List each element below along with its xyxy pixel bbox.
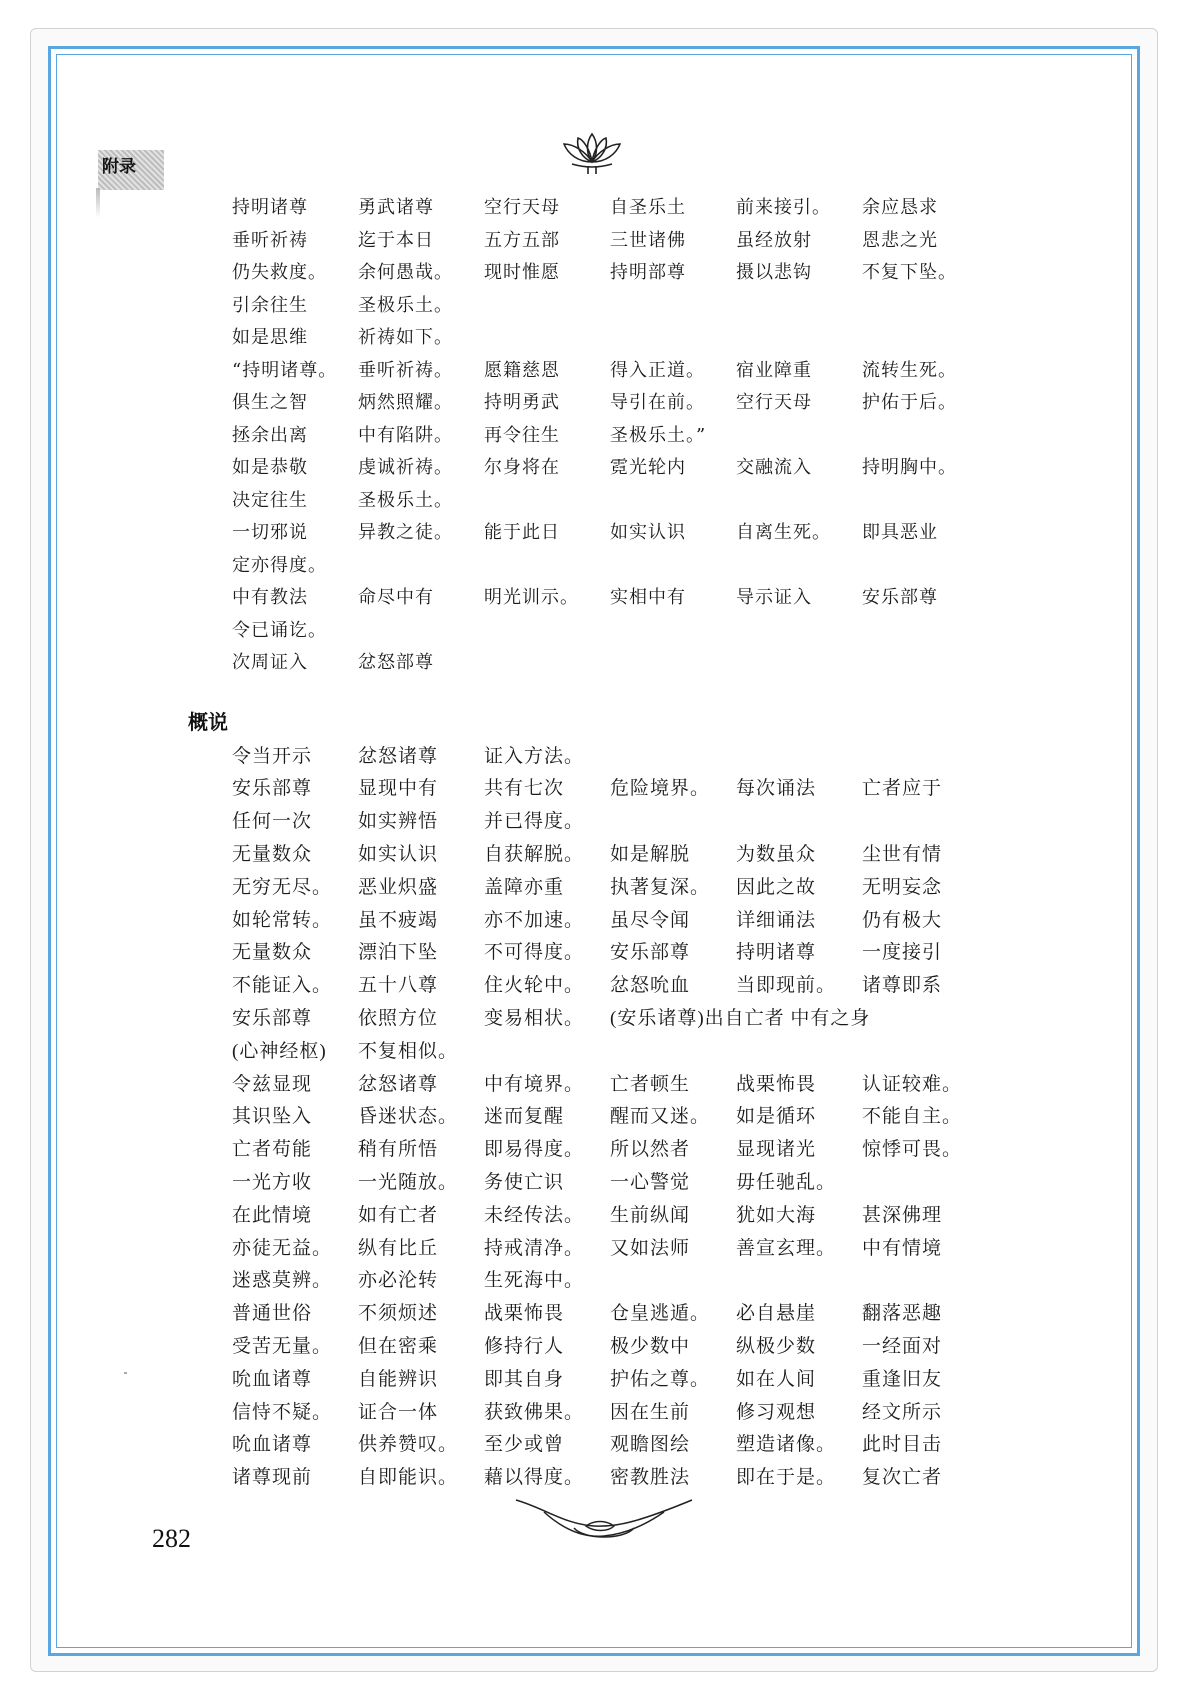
verse-phrase: 实相中有 [610,587,686,608]
verse-phrase: 安乐部尊 [610,942,691,964]
verse-line [232,1166,862,1194]
verse-phrase: 持明勇武 [484,392,560,413]
verse-phrase: 决定往生 [232,489,308,511]
verse-phrase: 五方五部 [484,229,560,251]
verse-phrase: 受苦无量。 [232,1335,333,1357]
verse-phrase: 虽不疲竭 [358,909,439,931]
verse-phrase: 引余往生 [232,294,308,316]
verse-phrase: 垂听祈祷。 [358,359,453,381]
verse-phrase: 亡者应于 [862,778,943,800]
verse-phrase: 自获解脱。 [484,843,585,865]
verse-phrase: 当即现前。 [736,975,837,997]
verse-phrase: 能于此日 [484,522,560,543]
verse-phrase: (安乐诸尊)出自亡者 中有之身 [610,1007,871,1029]
verse-phrase: 亡者顿生 [610,1073,691,1095]
verse-phrase: 亦徒无益。 [232,1237,333,1259]
verse-phrase: 毋任驰乱。 [736,1171,837,1193]
verse-phrase: 得入正道。 [610,359,705,381]
verse-phrase: 执著复深。 [610,876,711,898]
verse-phrase: 勇武诸尊 [358,197,434,218]
verse-phrase: 安乐部尊 [232,1007,313,1029]
verse-phrase: 如是思维 [232,327,308,348]
verse-line [232,485,484,513]
verse-phrase: (心神经枢) [232,1040,327,1062]
verse-phrase: 圣极乐土。” [610,424,707,446]
verse-phrase: 俱生之智 [232,392,308,413]
verse-phrase: 如是循环 [736,1106,817,1128]
verse-line [232,773,988,801]
verse-phrase: 忿怒吮血 [610,975,691,997]
verse-phrase: 稍有所悟 [358,1139,439,1161]
verse-phrase: 漂泊下坠 [358,942,439,964]
verse-phrase: 必自悬崖 [736,1303,817,1325]
verse-phrase: 拯余出离 [232,424,308,446]
verse-phrase: 令兹显现 [232,1073,313,1095]
verse-phrase: 无明妄念 [862,876,943,898]
verse-phrase: 余应恳求 [862,197,938,218]
verse-line [232,806,610,834]
verse-phrase: 纵极少数 [736,1335,817,1357]
verse-phrase: 三世诸佛 [610,229,686,251]
verse-phrase: 此时目击 [862,1434,943,1456]
verse-phrase: 持戒清净。 [484,1237,585,1259]
verse-phrase: 不须烦述 [358,1303,439,1325]
verse-phrase: 令当开示 [232,745,313,767]
verse-line [232,355,988,383]
verse-phrase: 如有亡者 [358,1204,439,1226]
verse-phrase: 异教之徒。 [358,522,453,543]
verse-phrase: 如是恭敬 [232,457,308,478]
verse-phrase: 导引在前。 [610,392,705,413]
verse-phrase: 无穷无尽。 [232,876,333,898]
verse-phrase: 吮血诸尊 [232,1434,313,1456]
verse-phrase: 即在于是。 [736,1467,837,1489]
verse-phrase: 不能证入。 [232,975,333,997]
verse-phrase: 为数虽众 [736,843,817,865]
verse-phrase: 如实认识 [358,843,439,865]
verse-phrase: 仓皇逃遁。 [610,1303,711,1325]
verse-line [232,1035,484,1063]
overview-heading: 概说 [188,710,228,734]
verse-phrase: 所以然者 [610,1139,691,1161]
verse-phrase: 修习观想 [736,1401,817,1423]
verse-phrase: 并已得度。 [484,811,585,833]
verse-phrase: 炳然照耀。 [358,392,453,413]
verse-phrase: 不可得度。 [484,942,585,964]
verse-line [232,1462,988,1490]
verse-phrase: 护佑于后。 [862,392,957,413]
verse-phrase: 亡者苟能 [232,1139,313,1161]
verse-phrase: 诸尊现前 [232,1467,313,1489]
verse-phrase: 甚深佛理 [862,1204,943,1226]
verse-phrase: 无量数众 [232,843,313,865]
verse-line [232,1298,988,1326]
verse-phrase: 自离生死。 [736,522,831,543]
verse-phrase: 一经面对 [862,1335,943,1357]
verse-phrase: 祈祷如下。 [358,327,453,348]
verse-phrase: 又如法师 [610,1237,691,1259]
verse-phrase: 命尽中有 [358,587,434,608]
verse-phrase: 尔身将在 [484,457,560,478]
verse-phrase: 交融流入 [736,457,812,478]
verse-phrase: 在此情境 [232,1204,313,1226]
verse-phrase: 恩悲之光 [862,229,938,251]
tab-shadow [96,188,100,218]
verse-line [232,550,358,578]
verse-phrase: 吮血诸尊 [232,1368,313,1390]
verse-line [232,582,988,610]
verse-phrase: 每次诵法 [736,778,817,800]
verse-line [232,192,988,220]
verse-phrase: 战栗怖畏 [736,1073,817,1095]
verse-phrase: 醒而又迷。 [610,1106,711,1128]
verse-line [232,1363,988,1391]
verse-line [232,1265,610,1293]
verse-phrase: 复次亡者 [862,1467,943,1489]
verse-phrase: 五十八尊 [358,975,439,997]
verse-phrase: 即其自身 [484,1368,565,1390]
verse-line [232,937,988,965]
verse-phrase: “持明诸尊。 [232,359,338,381]
verse-phrase: 令已诵讫。 [232,619,327,641]
verse-phrase: 迄于本日 [358,229,434,251]
verse-phrase: 不能自主。 [862,1106,963,1128]
verse-phrase: 虽经放射 [736,229,812,251]
verse-phrase: 获致佛果。 [484,1401,585,1423]
verse-phrase: 一切邪说 [232,522,308,543]
verse-phrase: 证入方法。 [484,745,585,767]
verse-phrase: 仍失救度。 [232,262,327,283]
verse-phrase: 纵有比丘 [358,1237,439,1259]
verse-phrase: 无量数众 [232,942,313,964]
verse-phrase: 显现中有 [358,778,439,800]
verse-line [232,871,988,899]
verse-phrase: 垂听祈祷 [232,229,308,251]
verse-phrase: 忿怒诸尊 [358,1073,439,1095]
verse-phrase: 自能辨识 [358,1368,439,1390]
verse-phrase: 如是解脱 [610,843,691,865]
verse-phrase: 如轮常转。 [232,909,333,931]
verse-phrase: 变易相状。 [484,1007,585,1029]
verse-phrase: 前来接引。 [736,197,831,218]
verse-line [232,420,736,448]
verse-phrase: 不复相似。 [358,1040,459,1062]
verse-phrase: 一心警觉 [610,1171,691,1193]
verse-phrase: 如实辨悟 [358,811,439,833]
verse-phrase: 重逢旧友 [862,1368,943,1390]
verse-phrase: 犹如大海 [736,1204,817,1226]
verse-phrase: 供养赞叹。 [358,1434,459,1456]
verse-phrase: 导示证入 [736,587,812,608]
verse-phrase: 如在人间 [736,1368,817,1390]
section-tab: 附录 [98,150,164,190]
verse-phrase: 仍有极大 [862,909,943,931]
verse-phrase: 密教胜法 [610,1467,691,1489]
verse-line [232,740,610,768]
verse-phrase: 宿业障重 [736,359,812,381]
verse-phrase: 现时惟愿 [484,262,560,283]
verse-phrase: 持明诸尊 [232,197,308,218]
verse-phrase: 流转生死。 [862,359,957,381]
verse-phrase: 虽尽令闻 [610,909,691,931]
verse-line [232,452,988,480]
verse-phrase: 不复下坠。 [862,262,957,283]
verse-phrase: 战栗怖畏 [484,1303,565,1325]
verse-phrase: 空行天母 [484,197,560,218]
verse-phrase: 迷惑莫辨。 [232,1270,333,1292]
verse-phrase: 摄以悲钩 [736,262,812,283]
verse-phrase: 至少或曾 [484,1434,565,1456]
verse-phrase: 任何一次 [232,811,313,833]
verse-line [232,970,988,998]
verse-line [232,1429,988,1457]
verse-line [232,904,988,932]
verse-line [232,1330,988,1358]
verse-phrase: 修持行人 [484,1335,565,1357]
verse-phrase: 因在生前 [610,1401,691,1423]
verse-phrase: 明光训示。 [484,587,579,608]
verse-phrase: 忿怒部尊 [358,652,434,673]
verse-line [232,838,988,866]
verse-phrase: 塑造诸像。 [736,1434,837,1456]
verse-phrase: 详细诵法 [736,909,817,931]
verse-line [232,1396,988,1424]
verse-phrase: 中有情境 [862,1237,943,1259]
verse-phrase: 信恃不疑。 [232,1401,333,1423]
verse-phrase: 善宣玄理。 [736,1237,837,1259]
verse-line [232,225,988,253]
verse-phrase: 惊悸可畏。 [862,1139,963,1161]
verse-phrase: 亦不加速。 [484,909,585,931]
verse-phrase: 如实认识 [610,522,686,543]
verse-phrase: 危险境界。 [610,778,711,800]
verse-phrase: 昏迷状态。 [358,1106,459,1128]
verse-phrase: 一光方收 [232,1171,313,1193]
verse-phrase: 迷而复醒 [484,1106,565,1128]
verse-phrase: 中有教法 [232,587,308,608]
verse-line [232,1002,870,1030]
verse-phrase: 定亦得度。 [232,554,327,576]
verse-phrase: 因此之故 [736,876,817,898]
verse-phrase: 再令往生 [484,424,560,446]
verse-line [232,322,484,350]
verse-phrase: 忿怒诸尊 [358,745,439,767]
verse-phrase: 认证较难。 [862,1073,963,1095]
verse-phrase: 一光随放。 [358,1171,459,1193]
verse-line [232,615,358,643]
verse-phrase: 尘世有情 [862,843,943,865]
verse-phrase: 显现诸光 [736,1139,817,1161]
verse-line [232,1134,988,1162]
verse-phrase: 经文所示 [862,1401,943,1423]
verse-line [232,647,484,675]
verse-phrase: 次周证入 [232,652,308,673]
verse-phrase: 自即能识。 [358,1467,459,1489]
verse-phrase: 极少数中 [610,1335,691,1357]
verse-phrase: 余何愚哉。 [358,262,453,283]
lotus-icon [552,126,632,176]
verse-line [232,1101,988,1129]
verse-phrase: 生死海中。 [484,1270,585,1292]
verse-phrase: 护佑之尊。 [610,1368,711,1390]
page-number: 282 [152,1524,191,1553]
verse-phrase: 安乐部尊 [862,587,938,608]
verse-phrase: 圣极乐土。 [358,489,453,511]
verse-phrase: 依照方位 [358,1007,439,1029]
folded-hands-icon [514,1494,694,1544]
verse-line [232,257,988,285]
verse-line [232,517,988,545]
verse-phrase: 普通世俗 [232,1303,313,1325]
verse-phrase: 一度接引 [862,942,943,964]
verse-phrase: 持明诸尊 [736,942,817,964]
verse-phrase: 住火轮中。 [484,975,585,997]
verse-phrase: 生前纵闻 [610,1204,691,1226]
verse-phrase: 即具恶业 [862,522,938,543]
verse-phrase: 务使亡识 [484,1171,565,1193]
verse-phrase: 观瞻图绘 [610,1434,691,1456]
verse-phrase: 诸尊即系 [862,975,943,997]
verse-phrase: 持明胸中。 [862,457,957,478]
verse-phrase: 安乐部尊 [232,778,313,800]
verse-phrase: 霓光轮内 [610,457,686,478]
verse-line [232,1068,988,1096]
verse-phrase: 但在密乘 [358,1335,439,1357]
verse-phrase: 恶业炽盛 [358,876,439,898]
verse-phrase: 持明部尊 [610,262,686,283]
verse-phrase: 藉以得度。 [484,1467,585,1489]
verse-phrase: 未经传法。 [484,1204,585,1226]
verse-phrase: 盖障亦重 [484,876,565,898]
verse-phrase: 其识坠入 [232,1106,313,1128]
verse-phrase: 空行天母 [736,392,812,413]
verse-line [232,290,484,318]
verse-line [232,1199,988,1227]
verse-phrase: 亦必沦转 [358,1270,439,1292]
verse-line [232,1232,988,1260]
verse-phrase: 共有七次 [484,778,565,800]
verse-phrase: 圣极乐土。 [358,294,453,316]
verse-phrase: 自圣乐土 [610,197,686,218]
verse-phrase: 证合一体 [358,1401,439,1423]
verse-phrase: 即易得度。 [484,1139,585,1161]
verse-phrase: 翻落恶趣 [862,1303,943,1325]
verse-line [232,387,988,415]
verse-phrase: 中有陷阱。 [358,424,453,446]
verse-phrase: 虔诚祈祷。 [358,457,453,478]
scan-speck [124,1372,127,1374]
verse-phrase: 愿籍慈恩 [484,359,560,381]
verse-phrase: 中有境界。 [484,1073,585,1095]
